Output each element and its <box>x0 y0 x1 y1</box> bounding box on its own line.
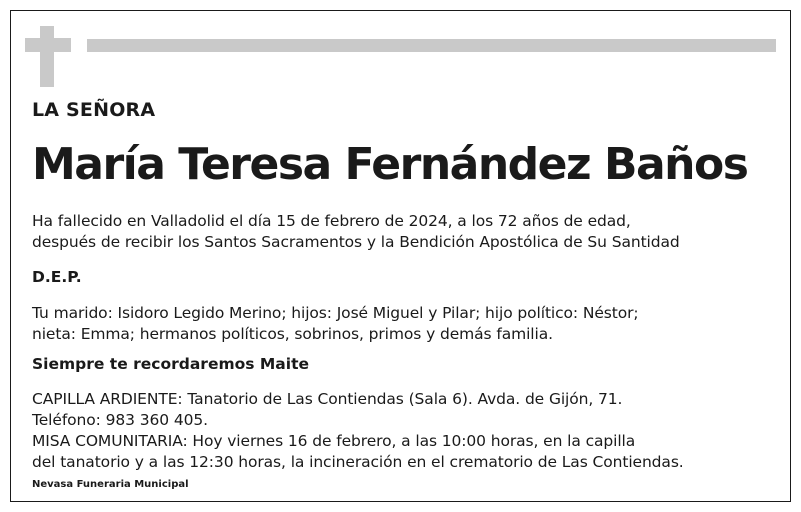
funeral-home-credit: Nevasa Funeraria Municipal <box>32 479 189 490</box>
announcement-line-2: después de recibir los Santos Sacramentos y la Bendición Apostólica de Su Santidad <box>32 233 680 251</box>
cross-horizontal-bar <box>25 38 71 52</box>
arrangements-line-3: MISA COMUNITARIA: Hoy viernes 16 de febrero, a las 10:00 horas, en la capilla <box>32 432 636 450</box>
obituary-card <box>10 10 791 502</box>
arrangements-line-1: CAPILLA ARDIENTE: Tanatorio de Las Contiendas (Sala 6). Avda. de Gijón, 71. <box>32 390 623 408</box>
cross-vertical-bar <box>40 26 54 87</box>
rip-label: D.E.P. <box>32 268 82 286</box>
header-rule <box>87 39 776 52</box>
remembrance-line: Siempre te recordaremos Maite <box>32 355 309 373</box>
family-line-1: Tu marido: Isidoro Legido Merino; hijos: José Miguel y Pilar; hijo político: Néstor; <box>32 304 639 322</box>
announcement-line-1: Ha fallecido en Valladolid el día 15 de febrero de 2024, a los 72 años de edad, <box>32 212 631 230</box>
heading-label: LA SEÑORA <box>32 99 156 121</box>
family-line-2: nieta: Emma; hermanos políticos, sobrinos, primos y demás familia. <box>32 325 553 343</box>
arrangements-line-4: del tanatorio y a las 12:30 horas, la incineración en el crematorio de Las Contiendas. <box>32 453 684 471</box>
deceased-name: María Teresa Fernández Baños <box>32 139 748 190</box>
arrangements-line-2: Teléfono: 983 360 405. <box>32 411 208 429</box>
